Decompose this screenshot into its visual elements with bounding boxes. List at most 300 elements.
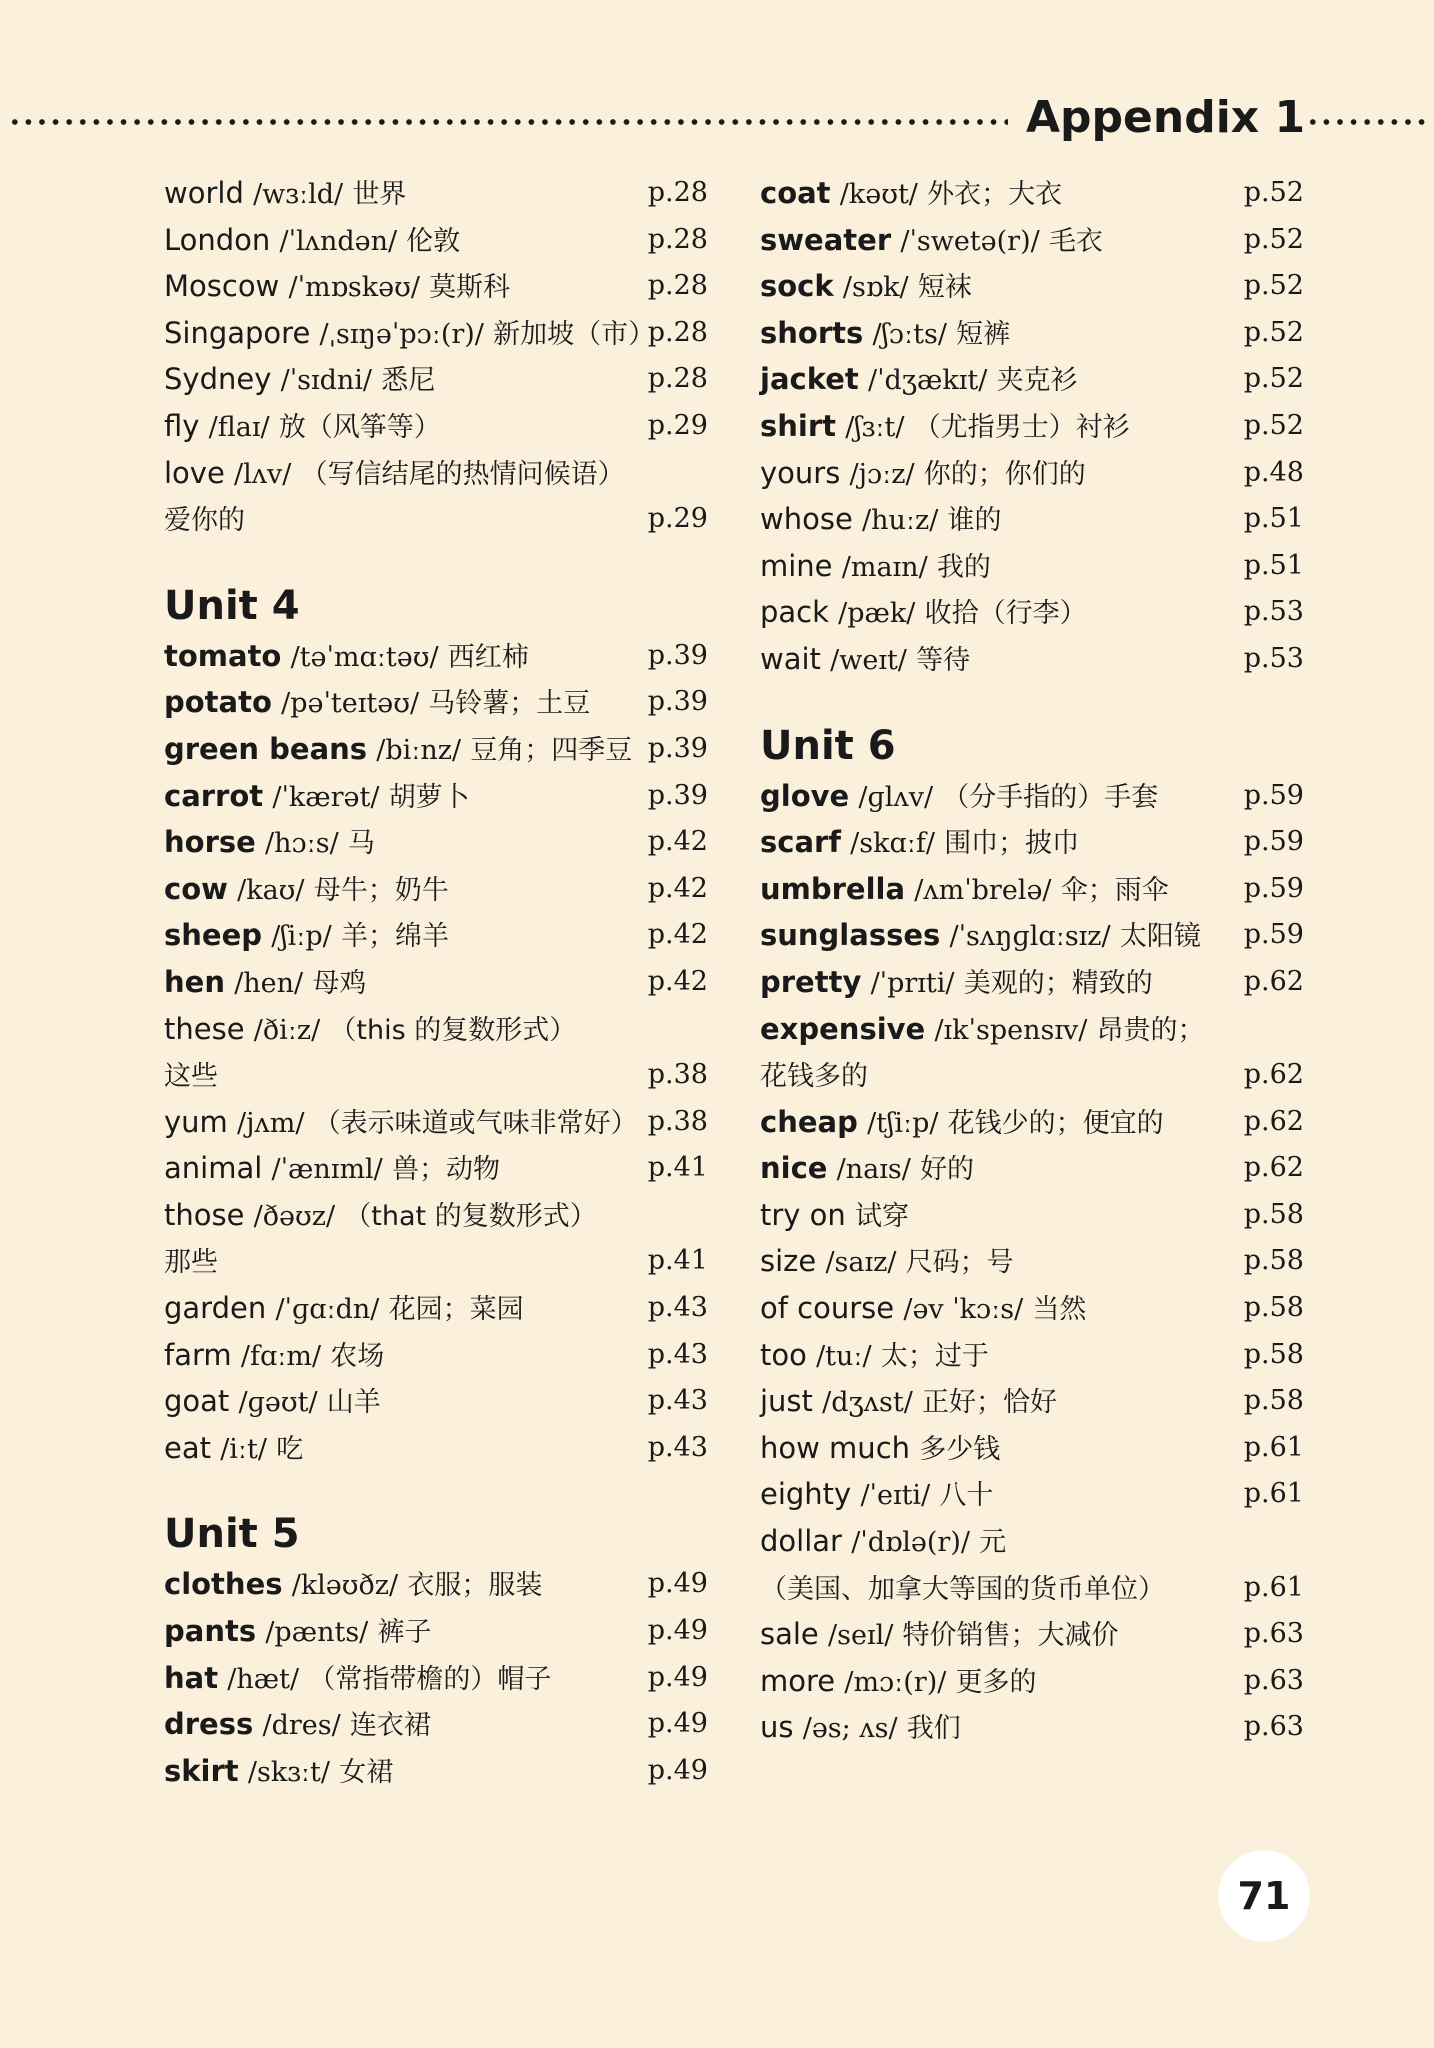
entry-phonetic: /seɪl/ [828,1620,894,1652]
entry-text [760,959,1153,1008]
entry-phonetic: /fɑːm/ [240,1340,322,1372]
vocabulary-entry [758,310,1304,357]
entry-page-reference: p.58 [1243,1385,1304,1417]
entry-word: glove [760,778,850,813]
vocabulary-entry [162,1655,708,1702]
vocabulary-entry [162,1378,708,1425]
entry-phonetic: /pəˈteɪtəʊ/ [281,688,420,720]
vocabulary-entry [162,1425,708,1472]
entry-word: how much [760,1430,911,1465]
entry-chinese-meaning: 伦敦 [406,225,461,257]
entry-page-reference: p.52 [1243,409,1304,441]
vocabulary-entry [758,1471,1304,1518]
entry-text [760,310,1010,359]
entry-phonetic: /maɪn/ [841,551,928,583]
vocabulary-entry [758,959,1304,1006]
vocabulary-entry [162,217,708,264]
entry-chinese-meaning: （表示味道或气味非常好） [313,1107,638,1139]
entry-word: of course [760,1291,895,1326]
entry-chinese-meaning: （常指带檐的）帽子 [308,1663,552,1695]
entry-page-reference: p.41 [647,1245,708,1277]
entry-page-reference: p.53 [1243,596,1304,628]
entry-word: shirt [760,408,837,443]
vocabulary-entry [758,1565,1304,1612]
vocabulary-entry [162,1701,708,1748]
entry-word: try on [760,1197,846,1232]
entry-text [164,403,441,452]
entry-text [164,1099,638,1148]
entry-phonetic: /ˈmɒskəʊ/ [288,272,420,304]
entry-text [760,1285,1086,1334]
vocabulary-entry [758,217,1304,264]
entry-page-reference: p.49 [647,1615,708,1647]
page-title: Appendix 1 [1026,92,1306,143]
entry-page-reference: p.58 [1243,1292,1304,1324]
entry-page-reference: p.43 [647,1338,708,1370]
vocabulary-entry [758,1052,1304,1099]
entry-chinese-meaning: 母牛；奶牛 [313,874,449,906]
entry-page-reference: p.63 [1243,1711,1304,1743]
entry-word: green beans [164,731,368,766]
entry-page-reference: p.63 [1243,1664,1304,1696]
vocabulary-entry [162,1052,708,1099]
vocabulary-entry [758,496,1304,543]
entry-chinese-meaning: 莫斯科 [429,272,511,304]
entry-chinese-meaning: 多少钱 [919,1433,1001,1465]
entry-word: farm [164,1337,232,1372]
vocabulary-entry [758,1192,1304,1239]
entry-text [760,1425,1000,1474]
entry-page-reference: p.49 [647,1661,708,1693]
entry-word: more [760,1663,836,1698]
left-vocabulary-column [162,170,708,1794]
vocabulary-entry [162,1748,708,1795]
entry-text [164,726,632,775]
vocabulary-entry [758,636,1304,683]
entry-phonetic: /kaʊ/ [237,874,305,906]
entry-chinese-meaning: 伞；雨伞 [1060,874,1169,906]
unit-heading: Unit 4 [164,582,300,629]
entry-page-reference: p.62 [1243,1152,1304,1184]
entry-text [760,1565,1165,1614]
entry-chinese-meaning: 夹克衫 [996,365,1078,397]
entry-chinese-meaning: 马铃薯；土豆 [428,688,591,720]
entry-page-reference: p.63 [1243,1618,1304,1650]
vocabulary-entry [758,1658,1304,1705]
entry-word: dress [164,1707,254,1742]
entry-page-reference: p.28 [647,223,708,255]
vocabulary-entry [758,1518,1304,1565]
entry-word: expensive [760,1011,926,1046]
entry-phonetic: /ʌmˈbrelə/ [914,874,1052,906]
entry-page-reference: p.42 [647,826,708,858]
entry-chinese-meaning: （this 的复数形式） [329,1014,577,1046]
entry-chinese-meaning: 农场 [330,1340,385,1372]
entry-phonetic: /ɡəʊt/ [238,1387,318,1419]
entry-chinese-meaning: 我们 [906,1713,961,1745]
entry-word: cheap [760,1104,858,1139]
entry-chinese-meaning: 世界 [352,179,407,210]
entry-phonetic: /mɔː(r)/ [844,1666,947,1698]
entry-word: tomato [164,638,282,673]
entry-page-reference: p.51 [1243,549,1304,581]
entry-page-reference: p.29 [647,409,708,441]
entry-text [164,1285,524,1334]
entry-text [164,912,449,961]
entry-page-reference: p.38 [647,1059,708,1091]
entry-page-reference: p.52 [1243,223,1304,255]
entry-phonetic: /lʌv/ [234,458,292,490]
vocabulary-entry [758,403,1304,450]
entry-word: horse [164,825,256,860]
entry-text [760,1611,1119,1660]
entry-page-reference: p.62 [1243,1105,1304,1137]
vocabulary-entry [162,726,708,773]
entry-word: London [164,222,271,257]
entry-word: these [164,1011,245,1046]
entry-chinese-meaning: 山羊 [326,1387,381,1419]
vocabulary-entry [758,1332,1304,1379]
entry-word: skirt [164,1753,239,1788]
entry-chinese-meaning: 悉尼 [381,365,436,397]
vocabulary-entry [758,912,1304,959]
entry-phonetic: /naɪs/ [836,1154,911,1186]
entry-page-reference: p.43 [647,1431,708,1463]
entry-page-reference: p.59 [1243,826,1304,858]
entry-text [760,636,970,685]
entry-page-reference: p.39 [647,686,708,718]
entry-chinese-meaning: 美观的；精致的 [963,967,1153,999]
vocabulary-entry [162,1192,708,1239]
entry-word: sock [760,269,834,304]
entry-text [164,1378,381,1427]
entry-text [760,1145,974,1194]
entry-phonetic: /ʃɜːt/ [845,411,905,443]
entry-chinese-meaning: 羊；绵羊 [341,921,449,953]
entry-text [760,543,991,592]
entry-phonetic: /saɪz/ [825,1247,897,1279]
entry-word: eat [164,1430,211,1465]
entry-text [164,310,655,359]
entry-phonetic: /weɪt/ [830,644,907,676]
entry-page-reference: p.39 [647,732,708,764]
entry-chinese-meaning: 正好；恰好 [922,1387,1058,1419]
entry-text [760,1704,961,1753]
entry-page-reference: p.39 [647,639,708,671]
vocabulary-entry [758,170,1304,217]
entry-page-reference: p.42 [647,919,708,951]
entry-word: us [760,1710,794,1745]
entry-page-reference: p.52 [1243,177,1304,208]
entry-page-reference: p.28 [647,177,708,208]
entry-text [164,633,529,682]
entry-phonetic: /ˈlʌndən/ [279,225,398,257]
vocabulary-entry [758,543,1304,590]
entry-chinese-meaning: 女裙 [339,1756,394,1788]
entry-chinese-meaning: 谁的 [947,505,1002,537]
entry-phonetic: /ˈprɪti/ [870,967,955,999]
entry-word: wait [760,641,821,676]
entry-chinese-meaning: （美国、加拿大等国的货币单位） [760,1573,1165,1605]
entry-page-reference: p.52 [1243,316,1304,348]
entry-text [760,1658,1037,1707]
entry-chinese-meaning: 等待 [916,644,971,676]
entry-page-reference: p.42 [647,965,708,997]
entry-page-reference: p.42 [647,872,708,904]
entry-phonetic: /ˈkærət/ [272,781,380,813]
vocabulary-entry [758,1285,1304,1332]
entry-text [164,1192,597,1241]
entry-text [760,1518,1006,1567]
entry-text [760,819,1079,868]
entry-text [760,170,1062,219]
entry-word: size [760,1244,817,1279]
entry-chinese-meaning: 更多的 [955,1666,1037,1698]
entry-chinese-meaning: （写信结尾的热情问候语） [300,458,625,490]
entry-chinese-meaning: 短裤 [956,318,1011,350]
entry-text [164,866,449,915]
entry-chinese-meaning: 试穿 [855,1200,910,1232]
entry-phonetic: /təˈmɑːtəʊ/ [290,641,439,673]
entry-page-reference: p.62 [1243,965,1304,997]
vocabulary-entry [758,263,1304,310]
entry-page-reference: p.41 [647,1152,708,1184]
entry-word: fly [164,408,200,443]
entry-word: hat [164,1660,219,1695]
entry-word: nice [760,1151,828,1186]
entry-chinese-meaning: 八十 [939,1480,994,1512]
entry-text [164,773,470,822]
entry-word: yours [760,455,841,490]
entry-text [760,217,1103,266]
entry-word: goat [164,1384,230,1419]
entry-chinese-meaning: 母鸡 [312,967,367,999]
dotted-rule-right [1306,118,1430,126]
entry-text [164,1332,384,1381]
entry-text [164,1006,576,1055]
entry-page-reference: p.59 [1243,872,1304,904]
entry-phonetic: /pænts/ [265,1617,369,1649]
entry-chinese-meaning: 花园；菜园 [388,1294,524,1326]
vocabulary-entry [162,170,708,217]
vocabulary-entry [162,496,708,543]
vocabulary-entry [758,1425,1304,1472]
vocabulary-entry [162,1332,708,1379]
entry-text [760,1099,1164,1148]
entry-chinese-meaning: 特价销售；大减价 [902,1620,1119,1652]
entry-word: animal [164,1151,263,1186]
entry-text [760,263,972,312]
entry-text [164,1238,218,1287]
entry-page-reference: p.28 [647,363,708,395]
entry-chinese-meaning: 毛衣 [1048,225,1103,257]
entry-chinese-meaning: 西红柿 [447,641,529,673]
entry-word: yum [164,1104,228,1139]
vocabulary-entry [758,1099,1304,1146]
entry-word: sunglasses [760,918,941,953]
appendix-header [0,88,1434,148]
vocabulary-entry [758,450,1304,497]
entry-page-reference: p.62 [1243,1059,1304,1091]
entry-chinese-meaning: 当然 [1032,1294,1087,1326]
entry-phonetic: /ˈsʌŋɡlɑːsɪz/ [949,921,1111,953]
entry-page-reference: p.28 [647,270,708,302]
entry-page-reference: p.52 [1243,363,1304,395]
vocabulary-entry [162,1285,708,1332]
entry-page-reference: p.59 [1243,779,1304,811]
entry-text [760,356,1078,405]
entry-text [164,1425,303,1474]
entry-phonetic: /hɔːs/ [265,828,339,860]
entry-text [760,866,1169,915]
entry-word: cow [164,871,228,906]
entry-chinese-meaning: 尺码；号 [905,1247,1014,1279]
entry-text [164,1748,393,1797]
entry-page-reference: p.49 [647,1754,708,1786]
entry-text [164,450,625,499]
entry-text [164,1655,551,1704]
entry-chinese-meaning: 你的；你们的 [923,458,1086,490]
entry-page-reference: p.38 [647,1105,708,1137]
vocabulary-entry [758,1378,1304,1425]
entry-text [164,496,245,545]
entry-phonetic: /ðəʊz/ [253,1200,336,1232]
entry-page-reference: p.39 [647,779,708,811]
entry-page-reference: p.51 [1243,503,1304,535]
entry-chinese-meaning: 爱你的 [164,505,245,537]
entry-phonetic: /flaɪ/ [208,411,270,443]
entry-phonetic: /tuː/ [816,1340,872,1372]
entry-chinese-meaning: 那些 [164,1247,218,1279]
vocabulary-entry [162,1099,708,1146]
vocabulary-entry [758,1006,1304,1053]
entry-page-reference: p.49 [647,1568,708,1600]
entry-chinese-meaning: 太阳镜 [1119,921,1201,953]
entry-page-reference: p.58 [1243,1245,1304,1277]
entry-text [164,263,510,312]
entry-chinese-meaning: 裤子 [377,1617,432,1649]
entry-word: hen [164,964,225,999]
entry-phonetic: /əv ˈkɔːs/ [903,1294,1024,1326]
entry-word: potato [164,685,272,720]
entry-phonetic: /jʌm/ [237,1107,305,1139]
entry-text [164,679,590,728]
entry-word: clothes [164,1567,283,1602]
entry-chinese-meaning: 围巾；披巾 [944,828,1080,860]
vocabulary-entry [758,1145,1304,1192]
entry-text [760,589,1087,638]
unit-heading: Unit 5 [164,1511,300,1558]
entry-chinese-meaning: 这些 [164,1061,218,1093]
entry-phonetic: /kəʊt/ [839,179,918,210]
entry-phonetic: /ʃiːp/ [271,921,332,953]
vocabulary-entry [162,679,708,726]
entry-chinese-meaning: 短袜 [917,272,972,304]
entry-page-reference: p.58 [1243,1198,1304,1230]
entry-phonetic: /pæk/ [838,598,916,630]
vocabulary-entry [758,1611,1304,1658]
vocabulary-entry [162,1561,708,1608]
entry-word: pants [164,1614,257,1649]
entry-chinese-meaning: 兽；动物 [392,1154,500,1186]
vocabulary-entry [162,356,708,403]
entry-phonetic: /tʃiːp/ [867,1107,939,1139]
entry-word: garden [164,1291,267,1326]
vocabulary-entry [162,959,708,1006]
entry-phonetic: /sɒk/ [842,272,909,304]
entry-text [760,1006,1205,1055]
entry-text [164,819,375,868]
entry-phonetic: /hen/ [234,967,304,999]
entry-word: scarf [760,825,841,860]
vocabulary-entry [162,633,708,680]
entry-chinese-meaning: 胡萝卜 [388,781,470,813]
entry-phonetic: /ʃɔːts/ [872,318,947,350]
entry-chinese-meaning: 收拾（行李） [924,598,1087,630]
entry-word: eighty [760,1477,852,1512]
entry-chinese-meaning: 太；过于 [880,1340,989,1372]
entry-chinese-meaning: 外衣；大衣 [927,179,1063,210]
entry-word: umbrella [760,871,906,906]
vocabulary-entry [162,866,708,913]
vocabulary-entry [162,450,708,497]
vocabulary-entry [758,819,1304,866]
right-vocabulary-column [758,170,1304,1751]
entry-text [760,1378,1057,1427]
entry-word: Sydney [164,362,272,397]
entry-page-reference: p.28 [647,316,708,348]
entry-word: love [164,455,225,490]
entry-phonetic: /ˈswetə(r)/ [900,225,1040,257]
entry-phonetic: /ˈɡɑːdn/ [275,1294,380,1326]
entry-chinese-meaning: 马 [347,828,375,860]
entry-word: world [164,176,244,210]
entry-chinese-meaning: 新加坡（市） [493,318,656,350]
entry-page-reference: p.61 [1243,1431,1304,1463]
entry-word: Singapore [164,315,311,350]
vocabulary-entry [758,356,1304,403]
entry-word: those [164,1197,245,1232]
entry-phonetic: /əs; ʌs/ [802,1713,898,1745]
entry-text [164,959,366,1008]
entry-phonetic: /ˈeɪti/ [860,1480,931,1512]
vocabulary-entry [162,1006,708,1053]
entry-phonetic: /ˈsɪdni/ [280,365,373,397]
entry-page-reference: p.29 [647,503,708,535]
entry-chinese-meaning: 元 [979,1527,1007,1559]
vocabulary-entry [758,589,1304,636]
entry-word: pretty [760,964,862,999]
entry-text [760,1052,868,1101]
entry-phonetic: /jɔːz/ [849,458,915,490]
entry-text [164,217,460,266]
entry-text [760,1238,1014,1287]
vocabulary-entry [162,263,708,310]
entry-phonetic: /ˌsɪŋəˈpɔː(r)/ [319,318,484,350]
vocabulary-entry [758,1238,1304,1285]
entry-word: jacket [760,362,859,397]
entry-page-reference: p.43 [647,1292,708,1324]
entry-phonetic: /ɪkˈspensɪv/ [934,1014,1088,1046]
entry-phonetic: /wɜːld/ [253,179,344,210]
vocabulary-entry [758,1704,1304,1751]
entry-chinese-meaning: 我的 [936,551,991,583]
vocabulary-entry [758,773,1304,820]
entry-page-reference: p.61 [1243,1571,1304,1603]
entry-phonetic: /ˈdɒlə(r)/ [851,1527,970,1559]
entry-text [760,773,1158,822]
entry-chinese-meaning: 吃 [276,1433,304,1465]
